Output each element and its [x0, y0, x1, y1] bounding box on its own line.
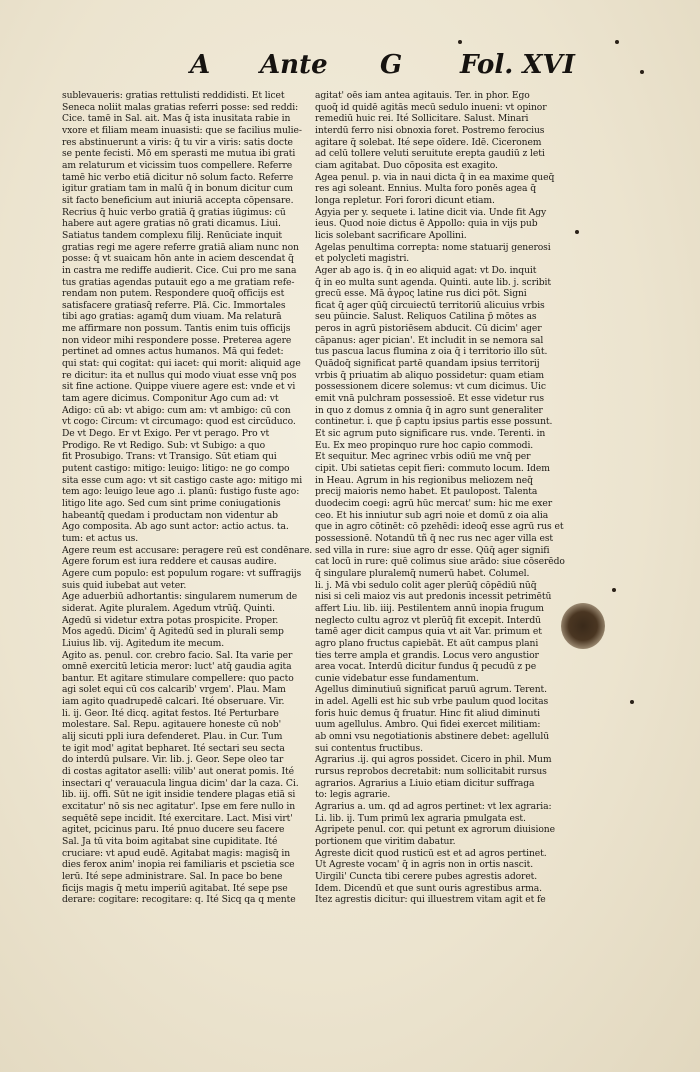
text-line: q̄ singulare pluralemq̄ numerū habet. Columel.	[315, 567, 530, 579]
text-line: re dicitur: ita et nullus qui modo viuat esse vnq̄ pos	[62, 369, 297, 381]
text-line: area vocat. Interdū dicitur fundus q̄ pecudū z pe	[315, 661, 537, 673]
text-line: posse: q̄ vt suaicam hōn ante in aciem descendat q̄	[62, 253, 294, 265]
text-line: sed villa in rure: siue agro dr esse. Qūq̄ ager signifi	[315, 544, 550, 556]
text-line: cāpanus: ager pician'. Et includit in se nemora sal	[315, 334, 544, 346]
text-line: emit vnā pulchram possessioē. Et esse videtur rus	[315, 393, 545, 405]
text-line: tam agere dicimus. Componitur Ago cum ad: vt	[62, 393, 279, 405]
text-line: Agere forum est iura reddere et causas audire.	[62, 556, 277, 568]
text-line: duodecim coegi: agrū hūc mercat' sum: hic me exer	[315, 497, 553, 509]
text-line: tibi ago gratias: agamq̄ dum viuam. Ma relaturā	[62, 311, 282, 323]
text-line: Agrarius a. um. qd ad agros pertinet: vt lex agraria:	[315, 801, 552, 813]
text-line: Agere cum populo: est populum rogare: vt suffragijs	[62, 567, 302, 579]
text-line: possessionē. Notandū tñ q̄ nec rus nec ager villa est	[315, 532, 554, 544]
text-line: Liuius lib. vij. Agitedum ite mecum.	[62, 637, 225, 649]
speck	[458, 40, 462, 44]
text-line: remediū huic rei. Ité Sollicitare. Salust. Minari	[315, 113, 529, 125]
text-line: non videor mihi respondere posse. Preterea agere	[62, 334, 292, 346]
text-line: bantur. Et agitare stimulare compellere: quo pacto	[62, 672, 294, 684]
text-line: Quādoq̄ significat partē quandam ipsius territorij	[315, 358, 540, 370]
text-line: cruciare: vt apud eudē. Agitabat magis: magisq̄ in	[62, 847, 291, 859]
text-line: Agellus diminutiuū significat paruū agrum. Terent.	[315, 684, 547, 696]
text-line: Ago composita. Ab ago sunt actor: actio actus. ta.	[62, 521, 289, 533]
text-line: lerū. Ité sepe administrare. Sal. In pace b̄o bene	[62, 870, 283, 882]
speck	[612, 588, 616, 592]
text-line: qui stat: qui cogitat: qui iacet: qui morit: aliquid age	[62, 358, 301, 370]
ink-stain	[561, 603, 605, 649]
text-line: interdū ferro nisi obnoxia foret. Postremo ferocius	[315, 124, 545, 136]
text-line: Mos agedū. Dicim' q̄ Agitedū sed in plurali semp	[62, 626, 284, 638]
text-line: Uirgili' Cuncta tibi cerere pubes agrestis adoret.	[315, 870, 538, 882]
text-line: Prodigo. Re vt Redigo. Sub: vt Subigo: a quo	[62, 439, 266, 451]
text-line: agro plano fructus capiebāt. Et aūt campus plani	[315, 637, 539, 649]
text-line: iam agito quadrupedē calcari. Ité obseruare. Vir.	[62, 696, 285, 708]
text-line: Agito as. penul. cor. crebro facio. Sal. Ita varie per	[62, 649, 293, 661]
text-line: nisi si celi maioz vis aut predonis incessit petrimētū	[315, 591, 552, 603]
speck	[630, 700, 634, 704]
text-line: neglecto cultu agroz vt plerūq̄ fit excepit. Interdū	[315, 614, 541, 626]
text-line: Agea penul. p. via in naui dicta q̄ in ea maxime queq̄	[315, 171, 555, 183]
text-line: li. j. Mā vbi sedulo colit ager plerūq̄ cōpēdiū nūq̄	[315, 579, 537, 591]
speck	[615, 40, 619, 44]
speck	[640, 70, 644, 74]
text-line: habere aut agere gratias nō grati dicamus. Liui.	[62, 218, 281, 230]
text-line: in Heau. Agrum in his regionibus meliozem neq̄	[315, 474, 533, 486]
text-line: in adel. Agelli est hic sub vrbe paulum quod locitas	[315, 696, 549, 708]
text-line: vxore et filiam meam inuasisti: que se facilius mulie-	[62, 124, 302, 136]
text-line: foris huic demus q̄ fruatur. Hinc fit aliud diminuti	[315, 707, 540, 719]
text-line: derare: cogitare: recogitare: q. Ité Sicq qa q mente	[62, 894, 296, 906]
text-line: tamē hic verbo etiā dicitur nō solum facto. Referre	[62, 171, 294, 183]
header-letter-g: G	[380, 50, 403, 80]
text-line: uum agellulus. Ambro. Qui fidei exercet militiam:	[315, 719, 541, 731]
text-line: excitatur' nō sis nec agitatur'. Ipse em fere nullo in	[62, 801, 296, 813]
text-line: precij maioris nemo habet. Et paulopost. Talenta	[315, 486, 538, 498]
text-line: Satiatus tandem complexu filij. Renūciate inquit	[62, 229, 283, 241]
text-line: in quo z domus z omnia q̄ in agro sunt generaliter	[315, 404, 543, 416]
text-line: quoq̄ id quidē agitās mecū sedulo inueni: vt opinor	[315, 101, 547, 113]
text-line: molestare. Sal. Repu. agitauere honeste cū nob'	[62, 719, 281, 731]
text-line: Ut Agreste vocam' q̄ in agris non in ortis nascit.	[315, 859, 534, 871]
text-line: sit facto beneficium aut iniuriā accepta cōpensare.	[62, 194, 294, 206]
text-line: se pente fecisti. Mō em sperasti me mutua ibi grati	[62, 148, 296, 160]
text-line: portionem que viritim dabatur.	[315, 836, 456, 847]
text-line: De vt Dego. Er vt Exigo. Per vt perago. Pro vt	[62, 428, 270, 440]
text-line: Seneca noliit malas gratias referri posse: sed reddi:	[62, 101, 299, 113]
text-line: ficijs magis q̄ metu imperiū agitabat. Ité sepe pse	[62, 882, 288, 894]
text-line: alij sicuti ppli iura defenderet. Plau. in Cur. Tum	[62, 731, 283, 743]
text-line: Agelas penultima correpta: nome statuarij generosi	[315, 241, 551, 253]
text-line: Age aduerbiū adhortantis: singularem numerum de	[62, 591, 298, 603]
speck	[575, 230, 579, 234]
text-line: satisfacere gratiasq̄ referre. Plā. Cic. Immortales	[62, 299, 286, 311]
text-line: sui contentus fructibus.	[315, 742, 423, 754]
text-line: longa repletur. Fori forori dicunt etiam.	[315, 194, 495, 206]
text-line: cipit. Ubi satietas cepit fieri: commuto locum. Idem	[315, 463, 550, 474]
header-word: Ante	[260, 50, 328, 80]
text-line: di costas agitator aselli: vilib' aut onerat pomis. Ité	[62, 766, 294, 778]
text-line: q̄ in eo multa sunt agenda. Quinti. aute lib. j. scribit	[315, 276, 551, 288]
text-line: ab omni vsu negotiationis abstinere debet: agellulū	[315, 731, 550, 743]
text-line: habeantq̄ quedam i productam non videntur ab	[62, 509, 278, 521]
text-line: ceo. Et his inniutur sub agri noie et domū z oia alia	[315, 509, 549, 521]
text-line: ad celū tollere veluti seruitute erepta gaudiū z leti	[315, 148, 545, 160]
text-line: tem ago: leuigo leue ago .i. planū: fustigo fuste ago:	[62, 486, 300, 498]
text-line: Adigo: cū ab: vt abigo: cum am: vt ambigo: cū con	[62, 404, 291, 416]
text-line: tamē ager dicit campus quia vt ait Var. primum et	[315, 626, 542, 638]
text-line: sublevaueris: gratias rettulisti reddidisti. Et licet	[62, 90, 285, 101]
text-line: siderat. Agite pluralem. Agedum vtrūq̄. Quinti.	[62, 602, 275, 614]
text-line: et polycleti magistri.	[315, 253, 410, 265]
text-line: igitur gratiam tam in malū q̄ in bonum dicitur cum	[62, 183, 293, 195]
text-line: sequētē sepe incidit. Ité exercitare. Lact. Misi virt'	[62, 812, 293, 824]
text-line: ficat q̄ ager qūq̄ circuiectū territoriū alicuius vrbis	[315, 299, 545, 311]
text-line: agitare q̄ solebat. Ité sepe oīdere. Idē. Ciceronem	[315, 136, 542, 148]
text-line: Agyia per y. sequete i. latine dicit via. Unde fit Agy	[315, 206, 547, 218]
text-line: grecū esse. Mā ἀγρος latine rus dici pōt. Signi	[315, 288, 527, 300]
text-line: cat locū in rure: quē colimus siue arādo: siue cōserēdo	[315, 556, 565, 568]
text-line: Idem. Dicendū et que sunt ouris agrestibus arma.	[315, 882, 542, 894]
text-line: possessionem dicere solemus: vt cum dicimus. Uic	[315, 381, 546, 393]
text-line: gratias regi me agere referre gratiā aliam nunc non	[62, 241, 299, 253]
text-line: res abstinuerunt a viris: q̄ tu vir a viris: satis docte	[62, 136, 293, 148]
text-line: Li. lib. ij. Tum primū lex agraria pmulgata est.	[315, 812, 526, 824]
text-line: licis solebant sacrificare Apollini.	[315, 229, 467, 241]
text-line: rursus reprobos decretabit: num sollicitabit rursus	[315, 766, 547, 778]
text-line: me affirmare non possum. Tantis enim tuis officijs	[62, 323, 291, 335]
text-line: agi solet equi cū cos calcarib' vrgem'. Plau. Mam	[62, 684, 286, 696]
header-letter-a: A	[190, 50, 211, 80]
text-line: Ager ab ago is. q̄ in eo aliquid agat: vt Do. inquit	[315, 264, 537, 276]
text-line: tus pascua lacus flumina z oia q̄ i territorio illo sūt.	[315, 346, 548, 358]
text-line: vrbis q̄ priuatim ab aliquo possidetur: quam etiam	[315, 369, 544, 381]
text-line: continetur. i. que p̄ captu ipsius partis esse possunt.	[315, 416, 553, 428]
text-line: Itez agrestis dicitur: qui illuestrem vitam agit et fe	[315, 894, 546, 906]
text-line: lib. iij. offi. Sūt ne igit insidie tendere plagas etiā si	[62, 789, 296, 801]
text-line: Agreste dicit quod rusticū est et ad agros pertinet.	[315, 847, 547, 859]
folio-number: Fol. XVI	[460, 50, 575, 80]
text-line: am relaturum et vicissim tuos compellere. Referre	[62, 159, 293, 171]
text-line: sita esse cum ago: vt sit castigo caste ago: mitigo mi	[62, 474, 303, 486]
text-line: ieus. Quod noie dictus ē Appollo: quia in vijs pub	[315, 218, 538, 230]
text-line: Agrarius .ij. qui agros possidet. Cicero in phil. Mum	[315, 754, 552, 766]
text-line: do interdū pulsare. Vir. lib. j. Geor. Sepe oleo tar	[62, 754, 284, 766]
text-line: litigo lite ago. Sed cum sint prime coniugationis	[62, 497, 281, 509]
text-line: seu pūincie. Salust. Reliquos Catilina p̄ mōtes as	[315, 311, 537, 323]
text-line: Et sequitur. Mec agrinec vrbis odiū me vnq̄ per	[315, 451, 531, 463]
left-column	[62, 90, 312, 906]
text-line: res agi soleant. Ennius. Multa foro ponēs agea q̄	[315, 183, 536, 195]
text-line: suis quid iubebat aut veter.	[62, 579, 187, 591]
text-line: pertinet ad omnes actus humanos. Mā qui fedet:	[62, 346, 284, 358]
text-line: que in agro cōtinēt: cō pzehēdi: ideoq̄ esse agrū rus et	[315, 521, 564, 533]
text-line: putent castigo: mitigo: leuigo: litigo: ne go compo	[62, 463, 290, 474]
page-header	[180, 50, 600, 90]
text-line: Recrius q̄ huic verbo gratiā q̄ gratias iūgimus: cū	[62, 206, 286, 218]
text-line: to: legis agrarie.	[315, 789, 391, 801]
text-line: fit Prosubigo. Trans: vt Transigo. Sūt etiam qui	[62, 451, 277, 463]
text-line: Et sic agrum puto significare rus. vnde. Terenti. in	[315, 428, 546, 440]
text-line: dies ferox anim' inopia rei familiaris et pscietia sce	[62, 859, 295, 871]
text-line: peros in agrū pistoriēsem abducit. Cū dicim' ager	[315, 323, 542, 335]
text-line: Agripete penul. cor. qui petunt ex agrorum diuisione	[315, 824, 555, 836]
text-line: agitat' oēs iam antea agitauis. Ter. in phor. Ego	[315, 90, 530, 101]
text-line: ciam agitabat. Duo cōposita est exagito.	[315, 159, 498, 171]
text-line: Sal. Ja tū vita boim agitabat sine cupiditate. Ité	[62, 836, 278, 847]
text-line: in castra me rediffe audierit. Cice. Cui pro me sana	[62, 264, 297, 276]
right-column	[315, 90, 565, 906]
text-line: tus gratias agendas putauit ego a me gratiam refe-	[62, 276, 295, 288]
text-line: Eu. Ex meo propinquo rure hoc capio commodi.	[315, 439, 534, 451]
text-line: affert Liu. lib. iiij. Pestilentem annū inopia frugum	[315, 602, 544, 614]
text-line: agitet, pcicinus paru. Ité pnuo ducere seu facere	[62, 824, 285, 836]
text-line: omnē exercitū leticia meror: luct' atq̄ gaudia agita	[62, 661, 292, 673]
text-line: vt cogo: Circum: vt circumago: quod est circūduco.	[62, 416, 296, 428]
text-line: ties terre ampla et grandis. Locus vero angustior	[315, 649, 539, 661]
text-line: insectari q' verauacula lingua dicim' dar la caza. Ci.	[62, 777, 299, 789]
text-line: agrarios. Agrarius a Liuio etiam dicitur suffraga	[315, 777, 535, 789]
text-line: tum: et actus us.	[62, 532, 139, 544]
text-line: cunie videbatur esse fundamentum.	[315, 672, 479, 684]
text-line: Cice. tamē in Sal. ait. Mas q̄ ista inusitata rabie in	[62, 113, 291, 125]
text-line: li. ij. Geor. Ité dicq. agitat festos. Ité Perturbare	[62, 707, 279, 719]
text-line: te igit mod' agitat bepharet. Ité sectari seu secta	[62, 742, 285, 754]
text-line: sit fine actione. Quippe viuere agere est: vnde et vi	[62, 381, 296, 393]
text-line: Agedū si videtur extra potas prospicite. Proper.	[62, 614, 279, 626]
text-line: rendam non putem. Respondere quoq̄ officijs est	[62, 288, 285, 300]
text-line: Agere reum est accusare: peragere reū est condēnare.	[62, 544, 312, 556]
